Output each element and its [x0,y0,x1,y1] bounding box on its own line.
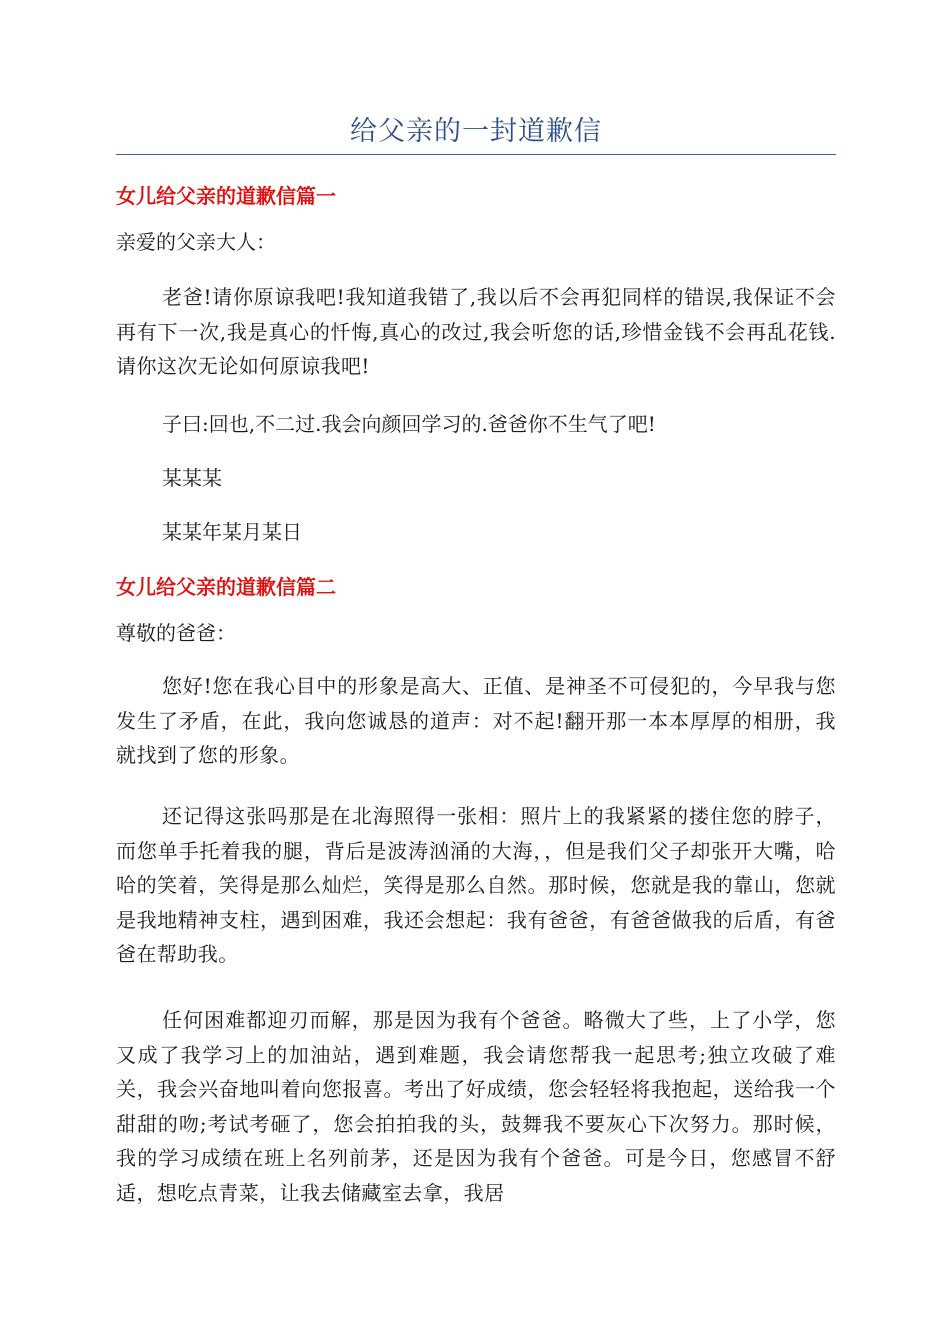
section-heading-1: 女儿给父亲的道歉信篇一 [116,184,336,208]
salutation-1: 亲爱的父亲大人： [116,230,276,254]
letter-2-paragraph-2: 还记得这张吗那是在北海照得一张相：照片上的我紧紧的搂住您的脖子，而您单手托着我的腿，背后是波涛汹涌的大海，，但是我们父子却张开大嘴，哈哈的笑着，笑得是那么灿烂，笑得是那么自然。那时候，您就是我的靠山，您就是我地精神支柱，遇到困难，我还会想起：我有爸爸，有爸爸做我的后盾，有爸爸在帮助我。 [116,804,836,966]
section-heading-2: 女儿给父亲的道歉信篇二 [116,575,336,599]
title-underline [116,154,836,155]
letter-1-date: 某某年某月某日 [162,520,302,544]
letter-1-paragraph-1: 老爸!请你原谅我吧!我知道我错了,我以后不会再犯同样的错误,我保证不会再有下一次,我是真心的忏悔,真心的改过,我会听您的话,珍惜金钱不会再乱花钱.请你这次无论如何原谅我吧! [116,285,836,378]
letter-2-paragraph-1: 您好!您在我心目中的形象是高大、正值、是神圣不可侵犯的，今早我与您发生了矛盾，在此，我向您诚恳的道声：对不起!翻开那一本本厚厚的相册，我就找到了您的形象。 [116,674,836,767]
letter-1-paragraph-2: 子曰:回也,不二过.我会向颜回学习的.爸爸你不生气了吧! [162,412,656,436]
document-title: 给父亲的一封道歉信 [350,116,602,147]
letter-2-paragraph-3: 任何困难都迎刃而解，那是因为我有个爸爸。略微大了些，上了小学，您又成了我学习上的加油站，遇到难题，我会请您帮我一起思考;独立攻破了难关，我会兴奋地叫着向您报喜。考出了好成绩，您会轻轻将我抱起，送给我一个甜甜的吻;考试考砸了，您会拍拍我的头，鼓舞我不要灰心下次努力。那时候，我的学习成绩在班上名列前茅，还是因为我有个爸爸。可是今日，您感冒不舒适，想吃点青菜，让我去储藏室去拿，我居 [116,1008,836,1205]
letter-1-signature: 某某某 [162,466,222,490]
salutation-2: 尊敬的爸爸： [116,621,236,645]
